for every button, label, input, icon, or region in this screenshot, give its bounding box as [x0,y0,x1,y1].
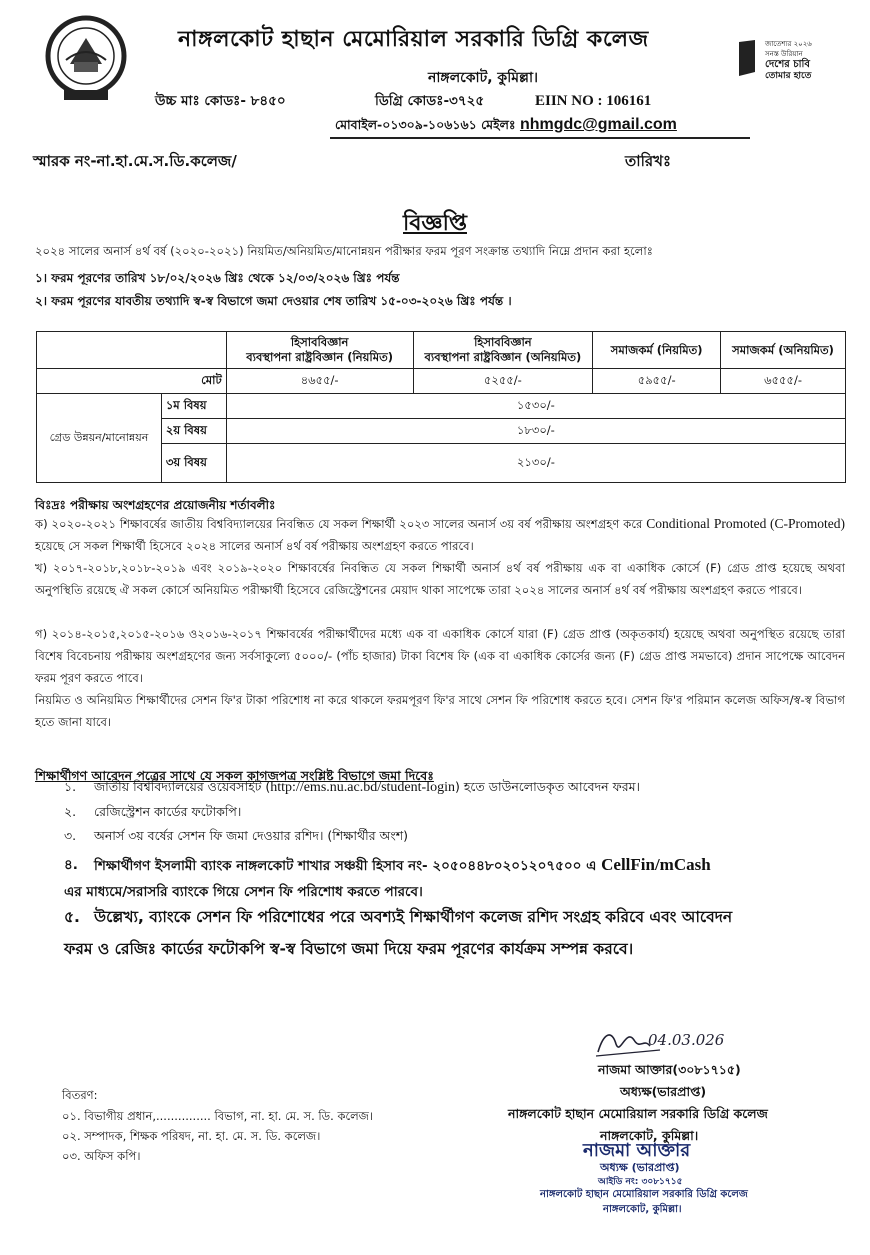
email-label: মেইলঃ [481,117,516,132]
table-row [37,394,846,419]
term-kha: খ) ২০১৭-২০১৮,২০১৮-২০১৯ এবং ২০১৯-২০২০ শিক্ষাবর্ষের নিবন্ধিত যে সকল শিক্ষার্থী অনার্স ৪র্থ বর্ষ পরীক্ষায় এক বা একাধিক কোর্সে (F) গ্রেড প্রাপ্ত হয়েছে অথবা অনুপস্থিতি রয়েছে ঐ সকল কোর্সে অনিয়মিত পরীক্ষার্থী হিসেবে রেজিস্ট্রেশনের মেয়াদ থাকা সাপেক্ষে তারা ২০২৪ সালের অনার্স ৪র্থ বর্ষ পরীক্ষায় অংশগ্রহণ করতে পারবে। [35,561,845,597]
college-logo-icon [30,14,142,102]
stamp-college: নাঙ্গলকোট হাছান মেমোরিয়াল সরকারি ডিগ্রি কলেজ [540,1189,748,1200]
notice-point-1: ১। ফরম পূরণের তারিখ ১৮/০২/২০২৬ খ্রিঃ থেকে ১২/০৩/২০২৬ খ্রিঃ পর্যন্ত [35,271,400,285]
fee-table [36,331,846,483]
list-item: ৫. উল্লেখ্য, ব্যাংকে সেশন ফি পরিশোধের পরে অবশ্যই শিক্ষার্থীগণ কলেজ রশিদ সংগ্রহ করিবে এবং আবেদন ফরম ও রেজিঃ কার্ডের ফটোকপি স্ব-স্ব বিভাগে জমা দিয়ে ফরম পূরণের কার্যক্রম সম্পন্ন করবে। [64,908,733,958]
table-header-cell: হিসাববিজ্ঞান ব্যবস্থাপনা রাষ্ট্রবিজ্ঞান (নিয়মিত) [226,332,413,369]
contact-line [335,116,677,137]
campaign-line-4: তোমার হাতে [765,71,812,81]
notice-title [0,206,870,243]
table-corner [37,332,227,369]
list-item: ২. রেজিস্ট্রেশন কার্ডের ফটোকপি। [64,804,242,819]
grade-label: গ্রেড উন্নয়ন/মানোন্নয়ন [37,394,162,483]
fee-table-header [37,332,846,369]
session-fee-note: নিয়মিত ও অনিয়মিত শিক্ষার্থীদের সেশন ফি'র টাকা পরিশোধ না করে থাকলে ফরমপূরণ ফি'র সাথে সেশন ফি পরিশোধ করতে হবে। সেশন ফি'র পরিমান কলেজ অফিস/স্ব-স্ব বিভাগ হতে জানা যাবে। [35,693,845,729]
campaign-logo [735,30,845,110]
table-header-cell: সমাজকর্ম (নিয়মিত) [593,332,721,369]
distribution-item: ০২. সম্পাদক, শিক্ষক পরিষদ, না. হা. মে. স. ডি. কলেজ। [62,1129,321,1143]
distribution-item: ০৩. অফিস কপি। [62,1149,141,1163]
table-cell: ৫৯৫৫/- [593,369,721,394]
terms-title: বিঃদ্রঃ পরীক্ষায় অংশগ্রহণের প্রয়োজনীয় শর্তাবলীঃ [35,498,276,512]
table-cell: ৪৬৫৫/- [226,369,413,394]
list-item: ৪. শিক্ষার্থীগণ ইসলামী ব্যাংক নাঙ্গলকোট শাখার সঞ্চয়ী হিসাব নং- ২০৫০৪৪৮০২০১২০৭৫০০ এ CellFin/mCash এর মাধ্যমে/সরাসরি ব্যাংকে গিয়ে সেশন ফি পরিশোধ করতে পারবে। [64,855,711,900]
notice-intro: ২০২৪ সালের অনার্স ৪র্থ বর্ষ (২০২০-২০২১) নিয়মিত/অনিয়মিত/মানোন্নয়ন পরীক্ষার ফরম পূরণ সংক্রান্ত তথ্যাদি নিম্নে প্রদান করা হলোঃ [35,244,653,258]
list-item: ১. জাতীয় বিশ্ববিদ্যালয়ের ওয়েবসাইট (http://ems.nu.ac.bd/student-login) হতে ডাউনলোডকৃত আবেদন ফরম। [64,779,641,795]
header-divider [330,137,750,139]
distribution-title: বিতরণ: [62,1088,98,1102]
signatory-location: নাঙ্গলকোট, কুমিল্লা। [600,1128,699,1143]
stamp-name: নাজমা আক্তার [583,1140,691,1161]
degree-code: ডিগ্রি কোডঃ-৩৭২৫ [375,93,485,109]
notice-title-text: বিজ্ঞপ্তি [403,211,467,236]
stamp-id: আইডি নং: ৩০৮১৭১৫ [598,1177,683,1187]
table-cell: ৬৫৫৫/- [721,369,846,394]
list-item: ৩. অনার্স ৩য় বর্ষের সেশন ফি জমা দেওয়ার রশিদ। (শিক্ষার্থীর অংশ) [64,828,409,843]
term-ga: গ) ২০১৪-২০১৫,২০১৫-২০১৬ ও২০১৬-২০১৭ শিক্ষাবর্ষের পরীক্ষার্থীদের মধ্যে এক বা একাধিক কোর্সে যারা (F) গ্রেড প্রাপ্ত (অকৃতকার্য) হয়েছে অথবা অনুপস্থিত রয়েছে তারা বিশেষ বিবেচনায় পরীক্ষায় অংশগ্রহণের জন্য সর্বসাকুল্যে ৫০০০/- (পাঁচ হাজার) টাকা বিশেষ ফি (এক বা একাধিক কোর্সের জন্য (F) গ্রেড প্রাপ্ত সমভাবে) প্রদান সাপেক্ষে আবেদন ফরম পূরণ করতে পাবে। [35,627,845,685]
distribution-item: ০১. বিভাগীয় প্রধান,............... বিভাগ, না. হা. মে. স. ডি. কলেজ। [62,1109,374,1123]
campaign-line-3: দেশের চাবি [765,59,810,70]
grade-fee: ২১৩০/- [226,444,845,483]
memo-date-label: তারিখঃ [625,152,671,170]
college-location: নাঙ্গলকোট, কুমিল্লা। [428,70,539,86]
table-row [37,369,846,394]
campaign-line-1: জাতেশ্যর ২০২৬ [765,40,812,48]
stamp-location: নাঙ্গলকোট, কুমিল্লা। [603,1204,682,1215]
table-header-cell: সমাজকর্ম (অনিয়মিত) [721,332,846,369]
college-name: নাঙ্গলকোট হাছান মেমোরিয়াল সরকারি ডিগ্রি কলেজ [178,27,649,52]
campaign-line-2: সনস্ত উরিয়ান [765,50,803,58]
grade-fee: ১৮৩০/- [226,419,845,444]
signatory-name: নাজমা আক্তার(৩০৮১৭১৫) [598,1062,741,1077]
campaign-emblem-icon [735,38,759,78]
mobile-number: মোবাইল-০১৩০৯-১০৬১৬১ [335,117,477,132]
signatory-college: নাঙ্গলকোট হাছান মেমোরিয়াল সরকারি ডিগ্রি কলেজ [508,1106,768,1121]
eiin-number: EIIN NO : 106161 [535,93,652,109]
term-ka: ক) ২০২০-২০২১ শিক্ষাবর্ষের জাতীয় বিশ্ববিদ্যালয়ের নিবন্ধিত যে সকল শিক্ষার্থী ২০২৩ সালের অনার্স ৩য় বর্ষ পরীক্ষায় অংশগ্রহণ করে Conditional Promoted (C-Promoted) হয়েছে সে সকল শিক্ষার্থী হিসেবে ২০২৪ সালের অনার্স ৪র্থ বর্ষ পরীক্ষায় অংশগ্রহণ করতে পারবে। [35,516,845,553]
signatory-title: অধ্যক্ষ(ভারপ্রাপ্ত) [620,1084,707,1099]
subject-label: ১ম বিষয় [161,394,226,419]
subject-label: ২য় বিষয় [161,419,226,444]
signature-date: 04.03.026 [648,1031,725,1049]
notice-point-2: ২। ফরম পূরণের যাবতীয় তথ্যাদি স্ব-স্ব বিভাগে জমা দেওয়ার শেষ তারিখ ১৫-০৩-২০২৬ খ্রিঃ পর্যন্ত । [35,294,512,308]
table-cell: ৫২৫৫/- [413,369,593,394]
subject-label: ৩য় বিষয় [161,444,226,483]
documents-title: শিক্ষার্থীগণ আবেদন পত্রের সাথে যে সকল কাগজপত্র সংশ্লিষ্ট বিভাগে জমা দিবেঃ [35,768,434,783]
stamp-title: অধ্যক্ষ (ভারপ্রাপ্ত) [600,1161,680,1174]
hsc-code: উচ্চ মাঃ কোডঃ- ৮৪৫০ [155,93,286,109]
table-header-cell: হিসাববিজ্ঞান ব্যবস্থাপনা রাষ্ট্রবিজ্ঞান (অনিয়মিত) [413,332,593,369]
grade-fee: ১৫৩০/- [226,394,845,419]
memo-reference: স্মারক নং-না.হা.মে.স.ডি.কলেজ/ [33,152,237,170]
college-codes [155,90,651,113]
email-link[interactable]: nhmgdc@gmail.com [519,116,677,133]
total-label: মোট [37,369,227,394]
nu-website-link[interactable]: http://ems.nu.ac.bd/student-login [270,780,455,795]
